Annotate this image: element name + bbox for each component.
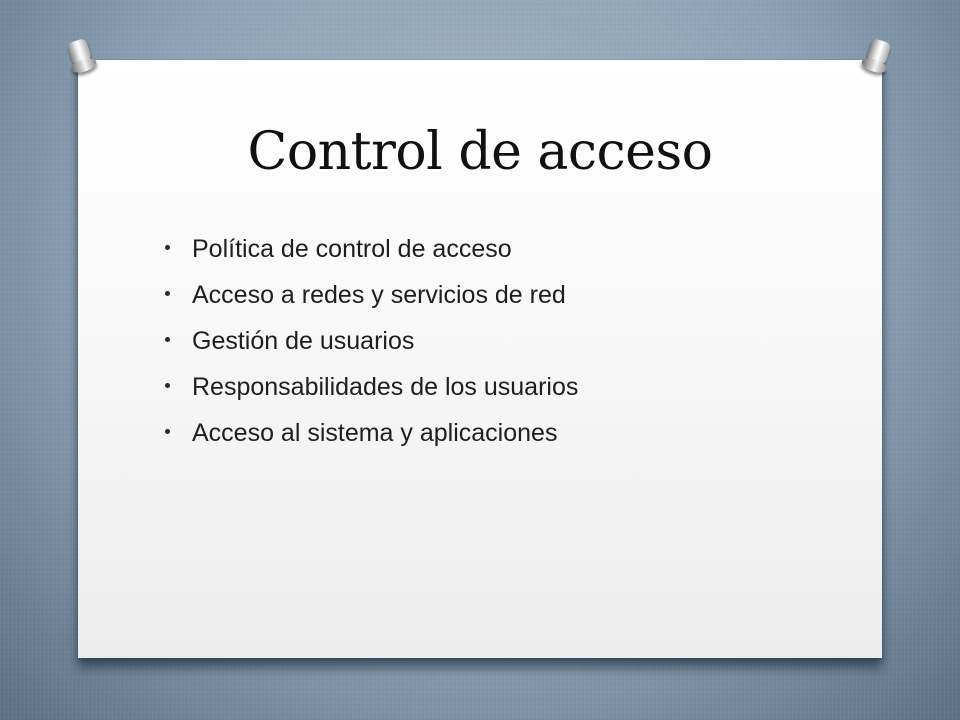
pushpin-right-icon bbox=[859, 37, 894, 77]
bullet-text: Responsabilidades de los usuarios bbox=[192, 373, 579, 401]
bullet-dot-icon bbox=[165, 245, 170, 250]
bullet-dot-icon bbox=[165, 291, 170, 296]
bullet-text: Gestión de usuarios bbox=[192, 327, 415, 355]
bullet-dot-icon bbox=[165, 383, 170, 388]
bullet-dot-icon bbox=[165, 429, 170, 434]
bullet-text: Acceso a redes y servicios de red bbox=[192, 281, 566, 309]
slide-title: Control de acceso bbox=[247, 122, 713, 182]
bullet-dot-icon bbox=[165, 337, 170, 342]
bullet-text: Política de control de acceso bbox=[192, 235, 512, 263]
bullet-text: Acceso al sistema y aplicaciones bbox=[192, 419, 558, 447]
